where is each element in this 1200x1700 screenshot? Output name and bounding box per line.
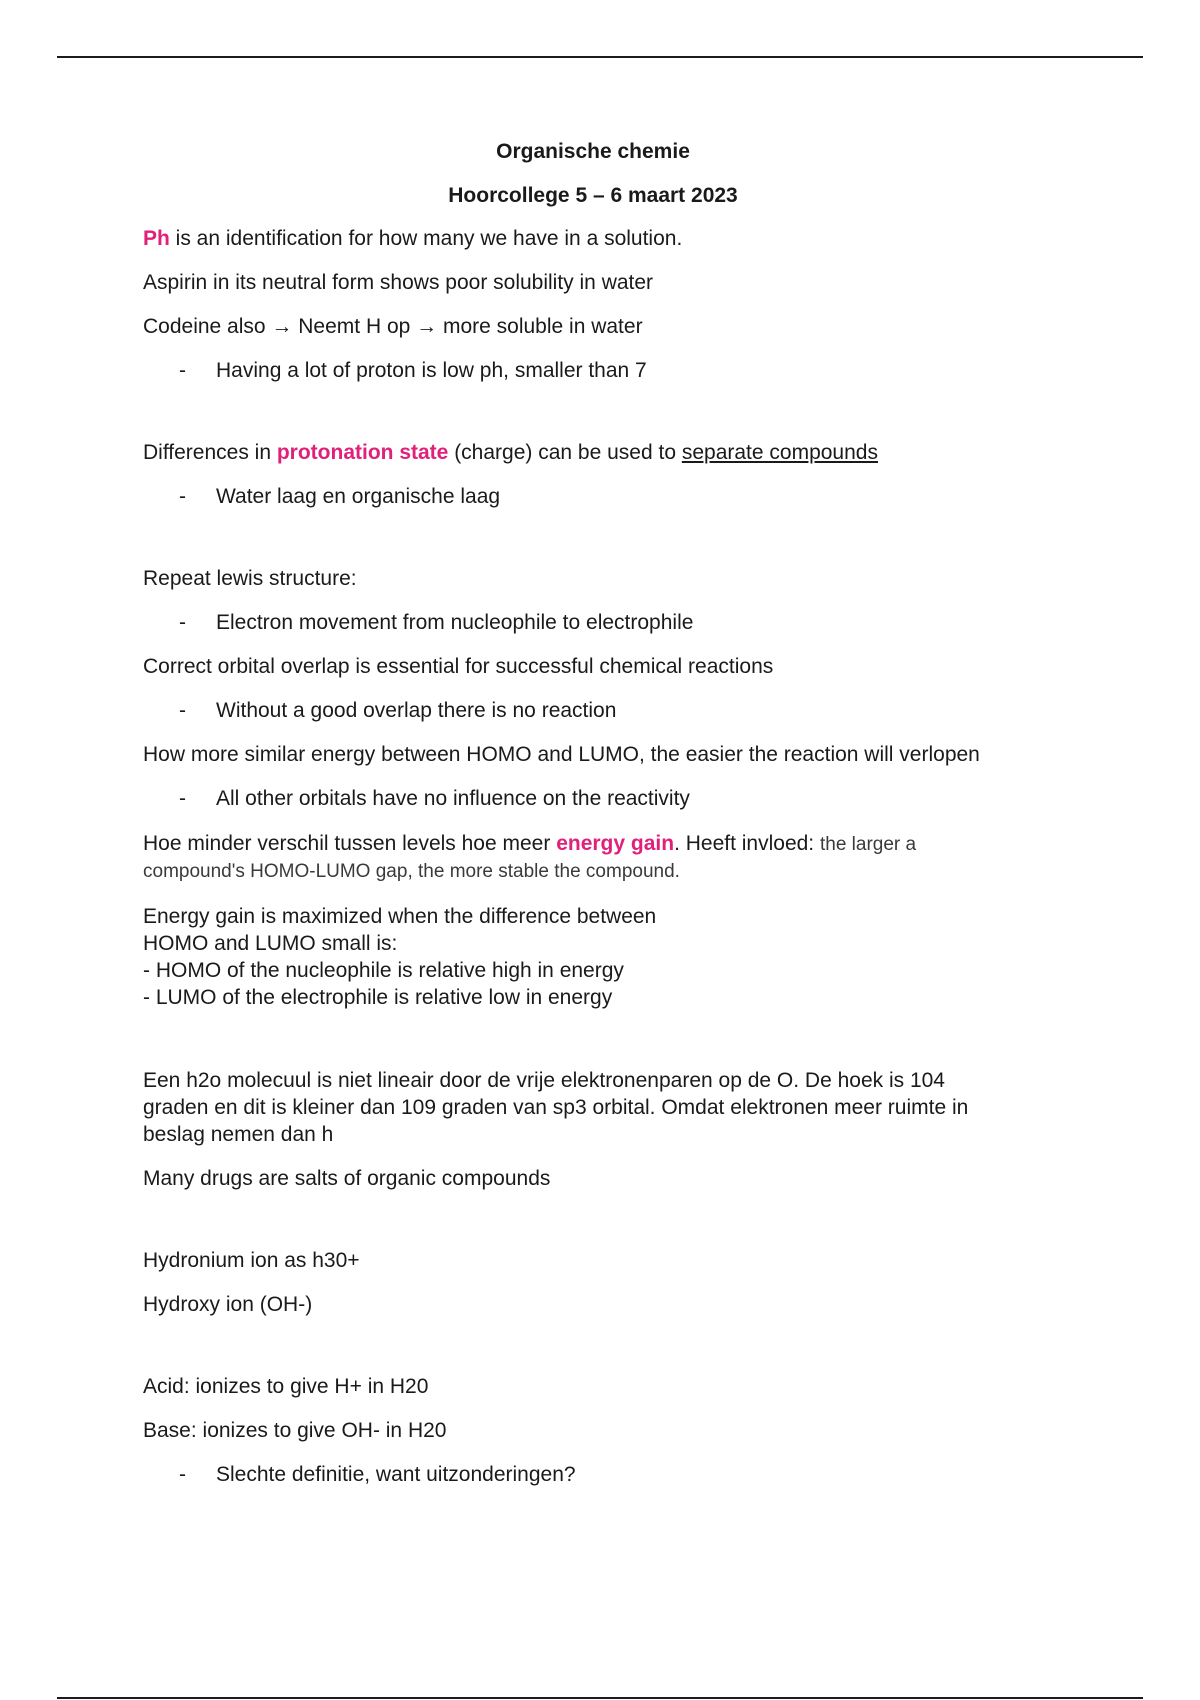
- paragraph-base: Base: ionizes to give OH- in H20: [143, 1419, 447, 1442]
- text-hoe-small-1: the larger a: [819, 834, 917, 855]
- line-h2o-2: graden en dit is kleiner dan 109 graden van sp3 orbital. Omdat elektronen meer ruimte in: [143, 1096, 969, 1119]
- paragraph-ph: [143, 226, 1043, 252]
- text-diff-a: Differences in: [143, 441, 277, 464]
- line-gain-3: - HOMO of the nucleophile is relative high in energy: [143, 959, 624, 982]
- paragraph-hydroxy: Hydroxy ion (OH-): [143, 1293, 313, 1316]
- underline-separate: separate compounds: [681, 441, 878, 464]
- paragraph-energy-gain: [143, 903, 1043, 1011]
- text-ph-rest: is an identification for how many we have in a solution.: [169, 227, 683, 250]
- paragraph-lewis: Repeat lewis structure:: [143, 567, 357, 590]
- text-hoe-small-2: compound's HOMO-LUMO gap, the more stable the compound.: [143, 861, 680, 882]
- document-page: [143, 140, 1043, 1506]
- paragraph-homo-lumo: How more similar energy between HOMO and LUMO, the easier the reaction will verlopen: [143, 743, 980, 766]
- paragraph-h2o: [143, 1067, 1043, 1148]
- paragraph-differences: [143, 440, 1043, 466]
- bullet-item-overlap: [143, 698, 1043, 724]
- bullet-item-electron: [143, 610, 1043, 636]
- bullet-text: All other orbitals have no influence on the reactivity: [216, 787, 690, 810]
- text-hoe-a: Hoe minder verschil tussen levels hoe meer: [143, 832, 557, 855]
- line-h2o-3: beslag nemen dan h: [143, 1123, 334, 1146]
- bullet-text: Slechte definitie, want uitzonderingen?: [216, 1463, 576, 1486]
- line-h2o-1: Een h2o molecuul is niet lineair door de vrije elektronenparen op de O. De hoek is 104: [143, 1069, 945, 1092]
- paragraph-acid: Acid: ionizes to give H+ in H20: [143, 1375, 429, 1398]
- bullet-dash: -: [179, 787, 186, 810]
- highlight-energy-gain: energy gain: [556, 832, 675, 855]
- bullet-text: Water laag en organische laag: [216, 485, 501, 508]
- bullet-item-definition: [143, 1462, 1043, 1488]
- bullet-item-other: [143, 786, 1043, 812]
- text-diff-b: (charge) can be used to: [448, 441, 682, 464]
- bullet-text: Having a lot of proton is low ph, smaller than 7: [216, 359, 647, 382]
- page-title: Organische chemie: [496, 140, 690, 163]
- text-hoe-b: . Heeft invloed:: [674, 832, 820, 855]
- bullet-text: Without a good overlap there is no reaction: [216, 699, 617, 722]
- bullet-dash: -: [179, 359, 186, 382]
- paragraph-hydronium: Hydronium ion as h30+: [143, 1249, 360, 1272]
- paragraph-codeine: Codeine also → Neemt H op → more soluble in water: [143, 315, 643, 338]
- paragraph-drugs: Many drugs are salts of organic compounds: [143, 1167, 551, 1190]
- paragraph-aspirin: Aspirin in its neutral form shows poor solubility in water: [143, 271, 654, 294]
- bullet-dash: -: [179, 611, 186, 634]
- highlight-ph: Ph: [143, 227, 170, 250]
- bullet-item-water: [143, 484, 1043, 510]
- bottom-rule: [57, 1697, 1143, 1699]
- bullet-dash: -: [179, 699, 186, 722]
- line-gain-4: - LUMO of the electrophile is relative low in energy: [143, 986, 613, 1009]
- line-gain-1: Energy gain is maximized when the difference between: [143, 905, 657, 928]
- paragraph-energy-gain-note: [143, 830, 1043, 885]
- bullet-text: Electron movement from nucleophile to electrophile: [216, 611, 694, 634]
- bullet-dash: -: [179, 1463, 186, 1486]
- page-subtitle: Hoorcollege 5 – 6 maart 2023: [448, 184, 738, 207]
- top-rule: [57, 56, 1143, 58]
- paragraph-orbital: Correct orbital overlap is essential for successful chemical reactions: [143, 655, 774, 678]
- line-gain-2: HOMO and LUMO small is:: [143, 932, 398, 955]
- highlight-protonation: protonation state: [276, 441, 449, 464]
- bullet-dash: -: [179, 485, 186, 508]
- bullet-item-proton: [143, 358, 1043, 384]
